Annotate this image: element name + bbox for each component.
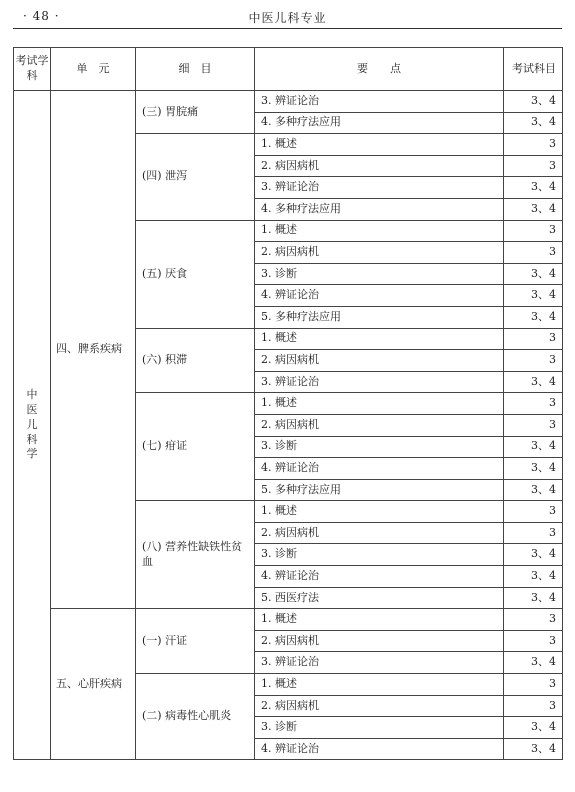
level-cell: 3 xyxy=(504,155,563,177)
point-cell: 3. 辨证论治 xyxy=(255,371,504,393)
point-cell: 1. 概述 xyxy=(255,501,504,523)
point-cell: 1. 概述 xyxy=(255,609,504,631)
detail-cell: (一) 汗证 xyxy=(136,609,255,674)
point-cell: 1. 概述 xyxy=(255,220,504,242)
level-cell: 3 xyxy=(504,134,563,156)
point-cell: 3. 诊断 xyxy=(255,436,504,458)
point-cell: 2. 病因病机 xyxy=(255,350,504,372)
level-cell: 3 xyxy=(504,220,563,242)
level-cell: 3 xyxy=(504,695,563,717)
point-cell: 1. 概述 xyxy=(255,393,504,415)
detail-cell: (四) 泄泻 xyxy=(136,134,255,220)
level-cell: 3 xyxy=(504,630,563,652)
point-cell: 2. 病因病机 xyxy=(255,630,504,652)
level-cell: 3、4 xyxy=(504,263,563,285)
level-cell: 3、4 xyxy=(504,479,563,501)
level-cell: 3 xyxy=(504,242,563,264)
level-cell: 3 xyxy=(504,609,563,631)
point-cell: 4. 辨证论治 xyxy=(255,738,504,760)
point-cell: 4. 辨证论治 xyxy=(255,458,504,480)
detail-cell: (五) 厌食 xyxy=(136,220,255,328)
column-header-level: 考试科目 xyxy=(504,48,563,91)
point-cell: 3. 辨证论治 xyxy=(255,177,504,199)
column-header-detail: 细 目 xyxy=(136,48,255,91)
level-cell: 3、4 xyxy=(504,306,563,328)
table-header-row xyxy=(14,48,563,91)
header-rule xyxy=(13,28,562,29)
level-cell: 3、4 xyxy=(504,652,563,674)
point-cell: 2. 病因病机 xyxy=(255,695,504,717)
level-cell: 3、4 xyxy=(504,112,563,134)
point-cell: 2. 病因病机 xyxy=(255,155,504,177)
point-cell: 1. 概述 xyxy=(255,674,504,696)
point-cell: 4. 多种疗法应用 xyxy=(255,198,504,220)
level-cell: 3 xyxy=(504,328,563,350)
table-body xyxy=(14,91,563,760)
detail-cell: (七) 疳证 xyxy=(136,393,255,501)
level-cell: 3、4 xyxy=(504,198,563,220)
table-row xyxy=(14,609,563,631)
level-cell: 3、4 xyxy=(504,458,563,480)
point-cell: 5. 西医疗法 xyxy=(255,587,504,609)
level-cell: 3、4 xyxy=(504,566,563,588)
point-cell: 4. 辨证论治 xyxy=(255,566,504,588)
level-cell: 3、4 xyxy=(504,177,563,199)
point-cell: 4. 多种疗法应用 xyxy=(255,112,504,134)
point-cell: 5. 多种疗法应用 xyxy=(255,479,504,501)
unit-cell: 五、心肝疾病 xyxy=(51,609,136,760)
level-cell: 3、4 xyxy=(504,544,563,566)
table-row xyxy=(14,91,563,113)
level-cell: 3 xyxy=(504,501,563,523)
point-cell: 3. 辨证论治 xyxy=(255,652,504,674)
point-cell: 1. 概述 xyxy=(255,328,504,350)
level-cell: 3、4 xyxy=(504,587,563,609)
point-cell: 3. 诊断 xyxy=(255,263,504,285)
level-cell: 3 xyxy=(504,522,563,544)
point-cell: 2. 病因病机 xyxy=(255,522,504,544)
level-cell: 3、4 xyxy=(504,285,563,307)
level-cell: 3 xyxy=(504,393,563,415)
point-cell: 2. 病因病机 xyxy=(255,242,504,264)
level-cell: 3、4 xyxy=(504,371,563,393)
point-cell: 4. 辨证论治 xyxy=(255,285,504,307)
detail-cell: (六) 积滞 xyxy=(136,328,255,393)
point-cell: 3. 辨证论治 xyxy=(255,91,504,113)
detail-cell: (三) 胃脘痛 xyxy=(136,91,255,134)
detail-cell: (八) 营养性缺铁性贫血 xyxy=(136,501,255,609)
column-header-point: 要 点 xyxy=(255,48,504,91)
point-cell: 5. 多种疗法应用 xyxy=(255,306,504,328)
level-cell: 3 xyxy=(504,674,563,696)
level-cell: 3、4 xyxy=(504,436,563,458)
level-cell: 3、4 xyxy=(504,717,563,739)
page-number: · 48 · xyxy=(23,9,60,23)
level-cell: 3 xyxy=(504,350,563,372)
point-cell: 3. 诊断 xyxy=(255,544,504,566)
page-title: 中医儿科专业 xyxy=(248,11,327,25)
point-cell: 2. 病因病机 xyxy=(255,414,504,436)
point-cell: 1. 概述 xyxy=(255,134,504,156)
detail-cell: (二) 病毒性心肌炎 xyxy=(136,674,255,760)
syllabus-table xyxy=(13,47,563,760)
column-header-unit: 单 元 xyxy=(51,48,136,91)
page-header xyxy=(13,6,562,28)
level-cell: 3、4 xyxy=(504,91,563,113)
unit-cell: 四、脾系疾病 xyxy=(51,91,136,609)
point-cell: 3. 诊断 xyxy=(255,717,504,739)
subject-cell: 中医儿科学 xyxy=(14,91,51,760)
column-header-subject: 考试学科 xyxy=(14,48,51,91)
level-cell: 3 xyxy=(504,414,563,436)
level-cell: 3、4 xyxy=(504,738,563,760)
